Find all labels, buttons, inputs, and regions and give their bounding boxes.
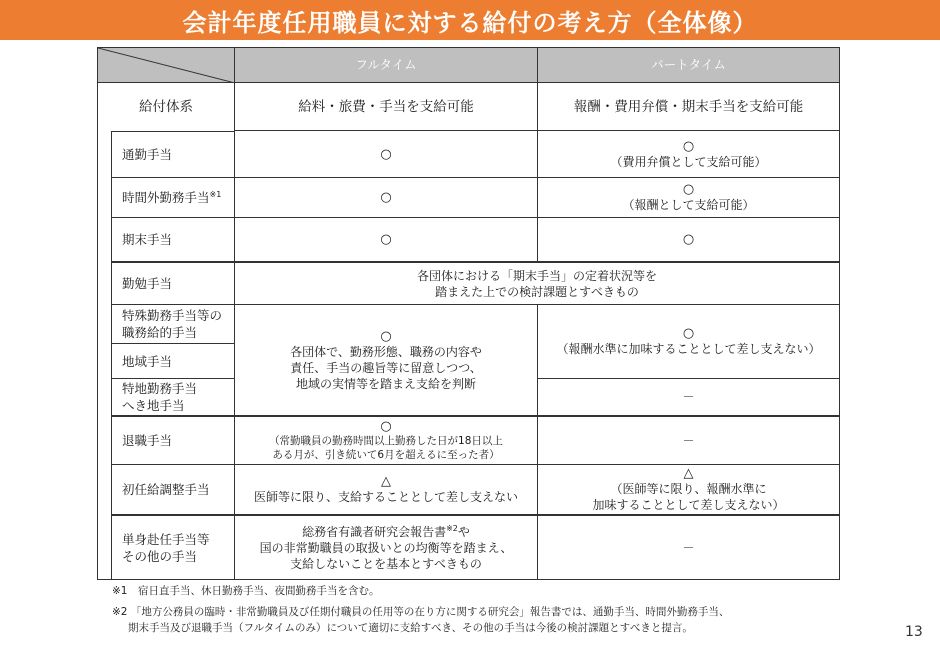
- label-line: へき地手当: [122, 398, 185, 413]
- system-row-parttime: 報酬・費用弁償・期末手当を支給可能: [538, 83, 839, 131]
- note-line: ある月が、引き続いて6月を超えるに至った者）: [272, 449, 500, 461]
- row-label-initial-salary-adjustment: [111, 465, 235, 515]
- page-title: 会計年度任用職員に対する給付の考え方（全体像）: [0, 0, 940, 40]
- triangle-mark: △: [381, 474, 391, 489]
- label-line: 特地勤務手当: [122, 381, 198, 396]
- label-line: 特殊勤務手当等の: [122, 308, 223, 323]
- dash-mark: －: [682, 390, 695, 404]
- cell-other-allowances-parttime: [538, 515, 839, 579]
- text-line: （医師等に限り、報酬水準に: [610, 482, 767, 496]
- circle-mark: ○: [380, 146, 392, 162]
- cell-retirement-parttime: [538, 416, 839, 465]
- text-line: 各団体における「期末手当」の定着状況等を: [416, 268, 657, 283]
- label-line: 単身赴任手当等: [122, 531, 210, 547]
- circle-mark: ○: [380, 419, 392, 434]
- label-text: 地域手当: [122, 353, 173, 369]
- label-line: その他の手当: [122, 548, 198, 564]
- text-line: 踏まえた上での検討課題とすべきもの: [435, 284, 639, 299]
- label-line: 職務給的手当: [122, 325, 198, 340]
- cell-year-end-fulltime: [235, 218, 538, 262]
- label-text: 期末手当: [122, 232, 173, 247]
- label-text: 時間外勤務手当$^{※1}$: [122, 189, 222, 205]
- text-line: 地域の実情等を踏まえ支給を判断: [295, 376, 476, 391]
- cell-other-allowances-fulltime: [235, 515, 538, 579]
- system-row-label: 給付体系: [98, 83, 235, 131]
- triangle-mark: △: [683, 466, 694, 481]
- note-text: （報酬として支給可能）: [622, 198, 755, 212]
- cell-year-end-parttime: [538, 218, 839, 262]
- label-text: 退職手当: [122, 433, 173, 448]
- text-line: 支給しないことを基本とすべきもの: [290, 556, 482, 571]
- row-label-special-duty: [111, 305, 235, 344]
- text-line: 総務省有識者研究会報告書$^{※2}$や: [302, 523, 470, 539]
- note-text: （報酬水準に加味することとして差し支えない）: [556, 342, 821, 356]
- cell-commute-parttime: [538, 131, 839, 178]
- dash-mark: －: [682, 540, 695, 555]
- circle-mark: ○: [380, 328, 392, 344]
- column-header-fulltime: フルタイム: [235, 48, 538, 83]
- cell-retirement-fulltime: [235, 416, 538, 465]
- footnote-1: ※1 宿日直手当、休日勤務手当、夜間勤務手当を含む。: [112, 585, 380, 597]
- circle-mark: ○: [682, 182, 695, 197]
- text-line: 各団体で、勤務形態、職務の内容や: [290, 344, 482, 359]
- cell-group-fulltime: [235, 305, 538, 416]
- cell-overtime-fulltime: [235, 178, 538, 218]
- footnote-ref: ※1: [209, 189, 222, 199]
- column-header-parttime: パートタイム: [538, 48, 839, 83]
- row-label-other-allowances: [111, 515, 235, 579]
- dash-mark: －: [682, 433, 695, 448]
- circle-mark: ○: [682, 138, 695, 154]
- circle-mark: ○: [682, 232, 695, 247]
- row-label-commute: [111, 131, 235, 178]
- footnote-2-line2: 期末手当及び退職手当（フルタイムのみ）について適切に支給すべき、その他の手当は今後の検討課題とすべきと提言。: [128, 622, 693, 634]
- label-text: 初任給調整手当: [122, 482, 210, 497]
- cell-remote-area-parttime: [538, 379, 839, 416]
- cell-overtime-parttime: [538, 178, 839, 218]
- text-line: 責任、手当の趣旨等に留意しつつ、: [290, 360, 482, 375]
- label-text: 勤勉手当: [122, 276, 173, 291]
- row-label-diligence: [111, 262, 235, 305]
- circle-mark: ○: [380, 190, 392, 205]
- system-row-fulltime: 給料・旅費・手当を支給可能: [235, 83, 538, 131]
- note-line: （常勤職員の勤務時間以上勤務した日が18日以上: [269, 435, 503, 447]
- corner-header-cell: [98, 48, 235, 83]
- row-label-overtime: [111, 178, 235, 218]
- circle-mark: ○: [682, 326, 695, 341]
- note-text: （費用弁償として支給可能）: [610, 154, 767, 169]
- cell-diligence-merged: [235, 262, 839, 305]
- text-line: 国の非常勤職員の取扱いとの均衡等を踏まえ、: [259, 540, 513, 555]
- benefits-table: [97, 47, 840, 580]
- cell-initial-adjustment-fulltime: [235, 465, 538, 515]
- diagonal-line: [98, 48, 235, 83]
- cell-commute-fulltime: [235, 131, 538, 178]
- footnote-ref: ※2: [446, 523, 458, 533]
- circle-mark: ○: [380, 232, 392, 247]
- cell-initial-adjustment-parttime: [538, 465, 839, 515]
- page-number: 13: [905, 624, 923, 640]
- row-label-retirement: [111, 416, 235, 465]
- footnote-2-line1: ※2 「地方公務員の臨時・非常勤職員及び任期付職員の任用等の在り方に関する研究会」報告書では、通勤手当、時間外勤務手当、: [112, 606, 730, 618]
- label-text: 通勤手当: [122, 147, 173, 162]
- row-label-regional: [111, 344, 235, 379]
- row-label-year-end: [111, 218, 235, 262]
- cell-group-parttime: [538, 305, 839, 379]
- text-line: 加味することとして差し支えない）: [592, 498, 785, 512]
- text-line: 医師等に限り、支給することとして差し支えない: [253, 490, 518, 504]
- row-label-remote-area: [111, 379, 235, 416]
